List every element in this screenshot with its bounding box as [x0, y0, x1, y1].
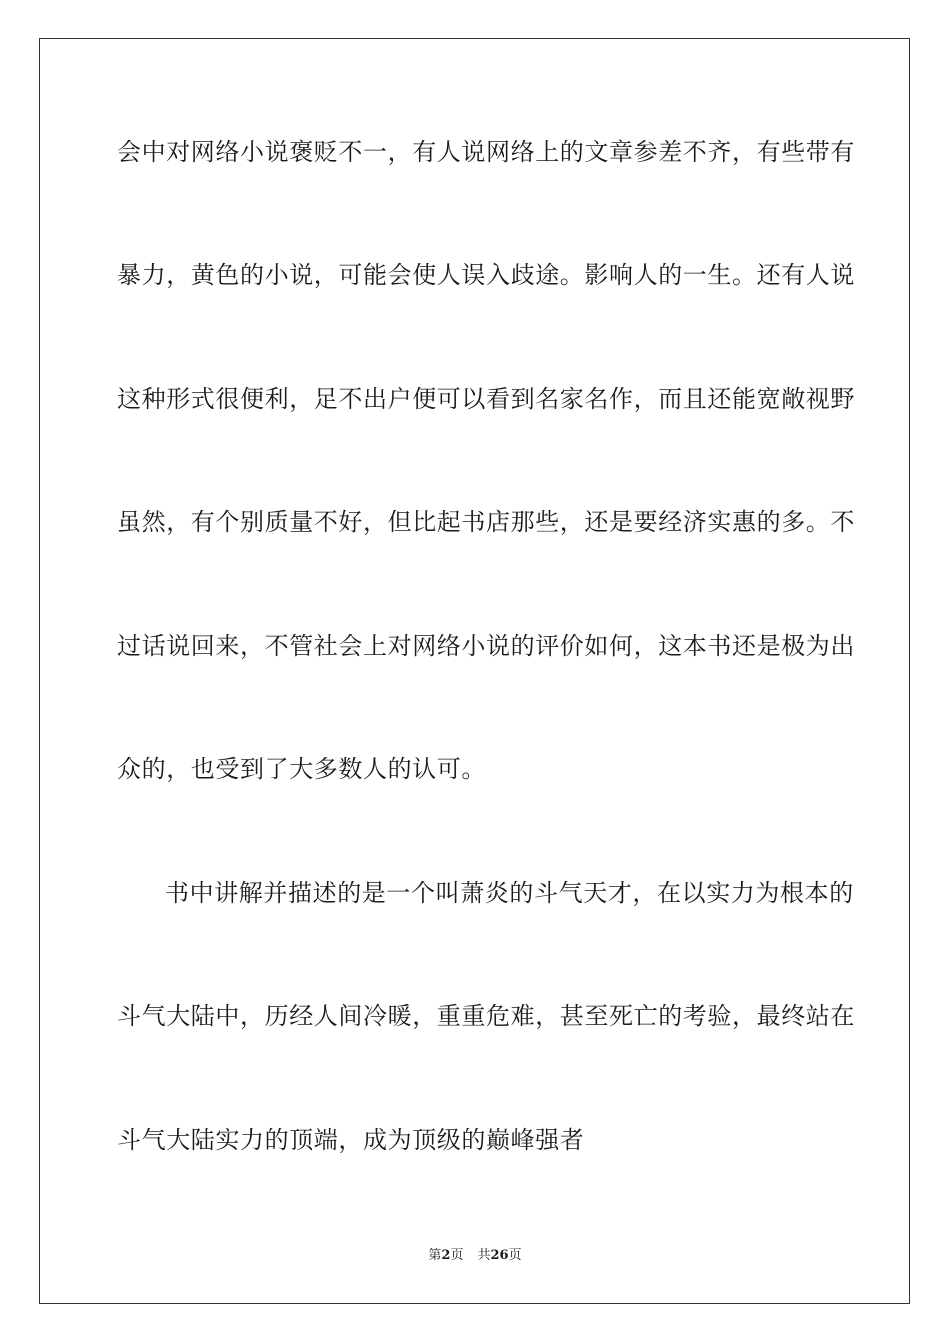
- text-line-1: 会中对网络小说褒贬不一，有人说网络上的文章参差不齐，有些带有: [117, 138, 855, 166]
- text-line-3: 这种形式很便利，足不出户便可以看到名家名作，而且还能宽敞视野: [117, 385, 855, 413]
- total-pages: 26: [490, 1248, 509, 1263]
- text-line-2: 暴力，黄色的小说，可能会使人误入歧途。影响人的一生。还有人说: [117, 261, 855, 289]
- text-line-9: 斗气大陆实力的顶端，成为顶级的巅峰强者: [117, 1126, 585, 1154]
- page-number: 2: [441, 1248, 451, 1263]
- total-prefix: 共: [477, 1248, 491, 1263]
- text-line-7: 书中讲解并描述的是一个叫萧炎的斗气天才，在以实力为根本的: [165, 879, 854, 907]
- text-line-6: 众的，也受到了大多数人的认可。: [117, 755, 486, 783]
- text-line-4: 虽然，有个别质量不好，但比起书店那些，还是要经济实惠的多。不: [117, 508, 855, 536]
- page-border: [39, 38, 910, 1304]
- page-prefix: 第: [428, 1248, 442, 1263]
- page-footer: [0, 1248, 950, 1264]
- text-line-5: 过话说回来，不管社会上对网络小说的评价如何，这本书还是极为出: [117, 632, 855, 660]
- text-line-8: 斗气大陆中，历经人间冷暖，重重危难，甚至死亡的考验，最终站在: [117, 1002, 855, 1030]
- page-suffix: 页: [450, 1248, 464, 1263]
- total-suffix: 页: [508, 1248, 522, 1263]
